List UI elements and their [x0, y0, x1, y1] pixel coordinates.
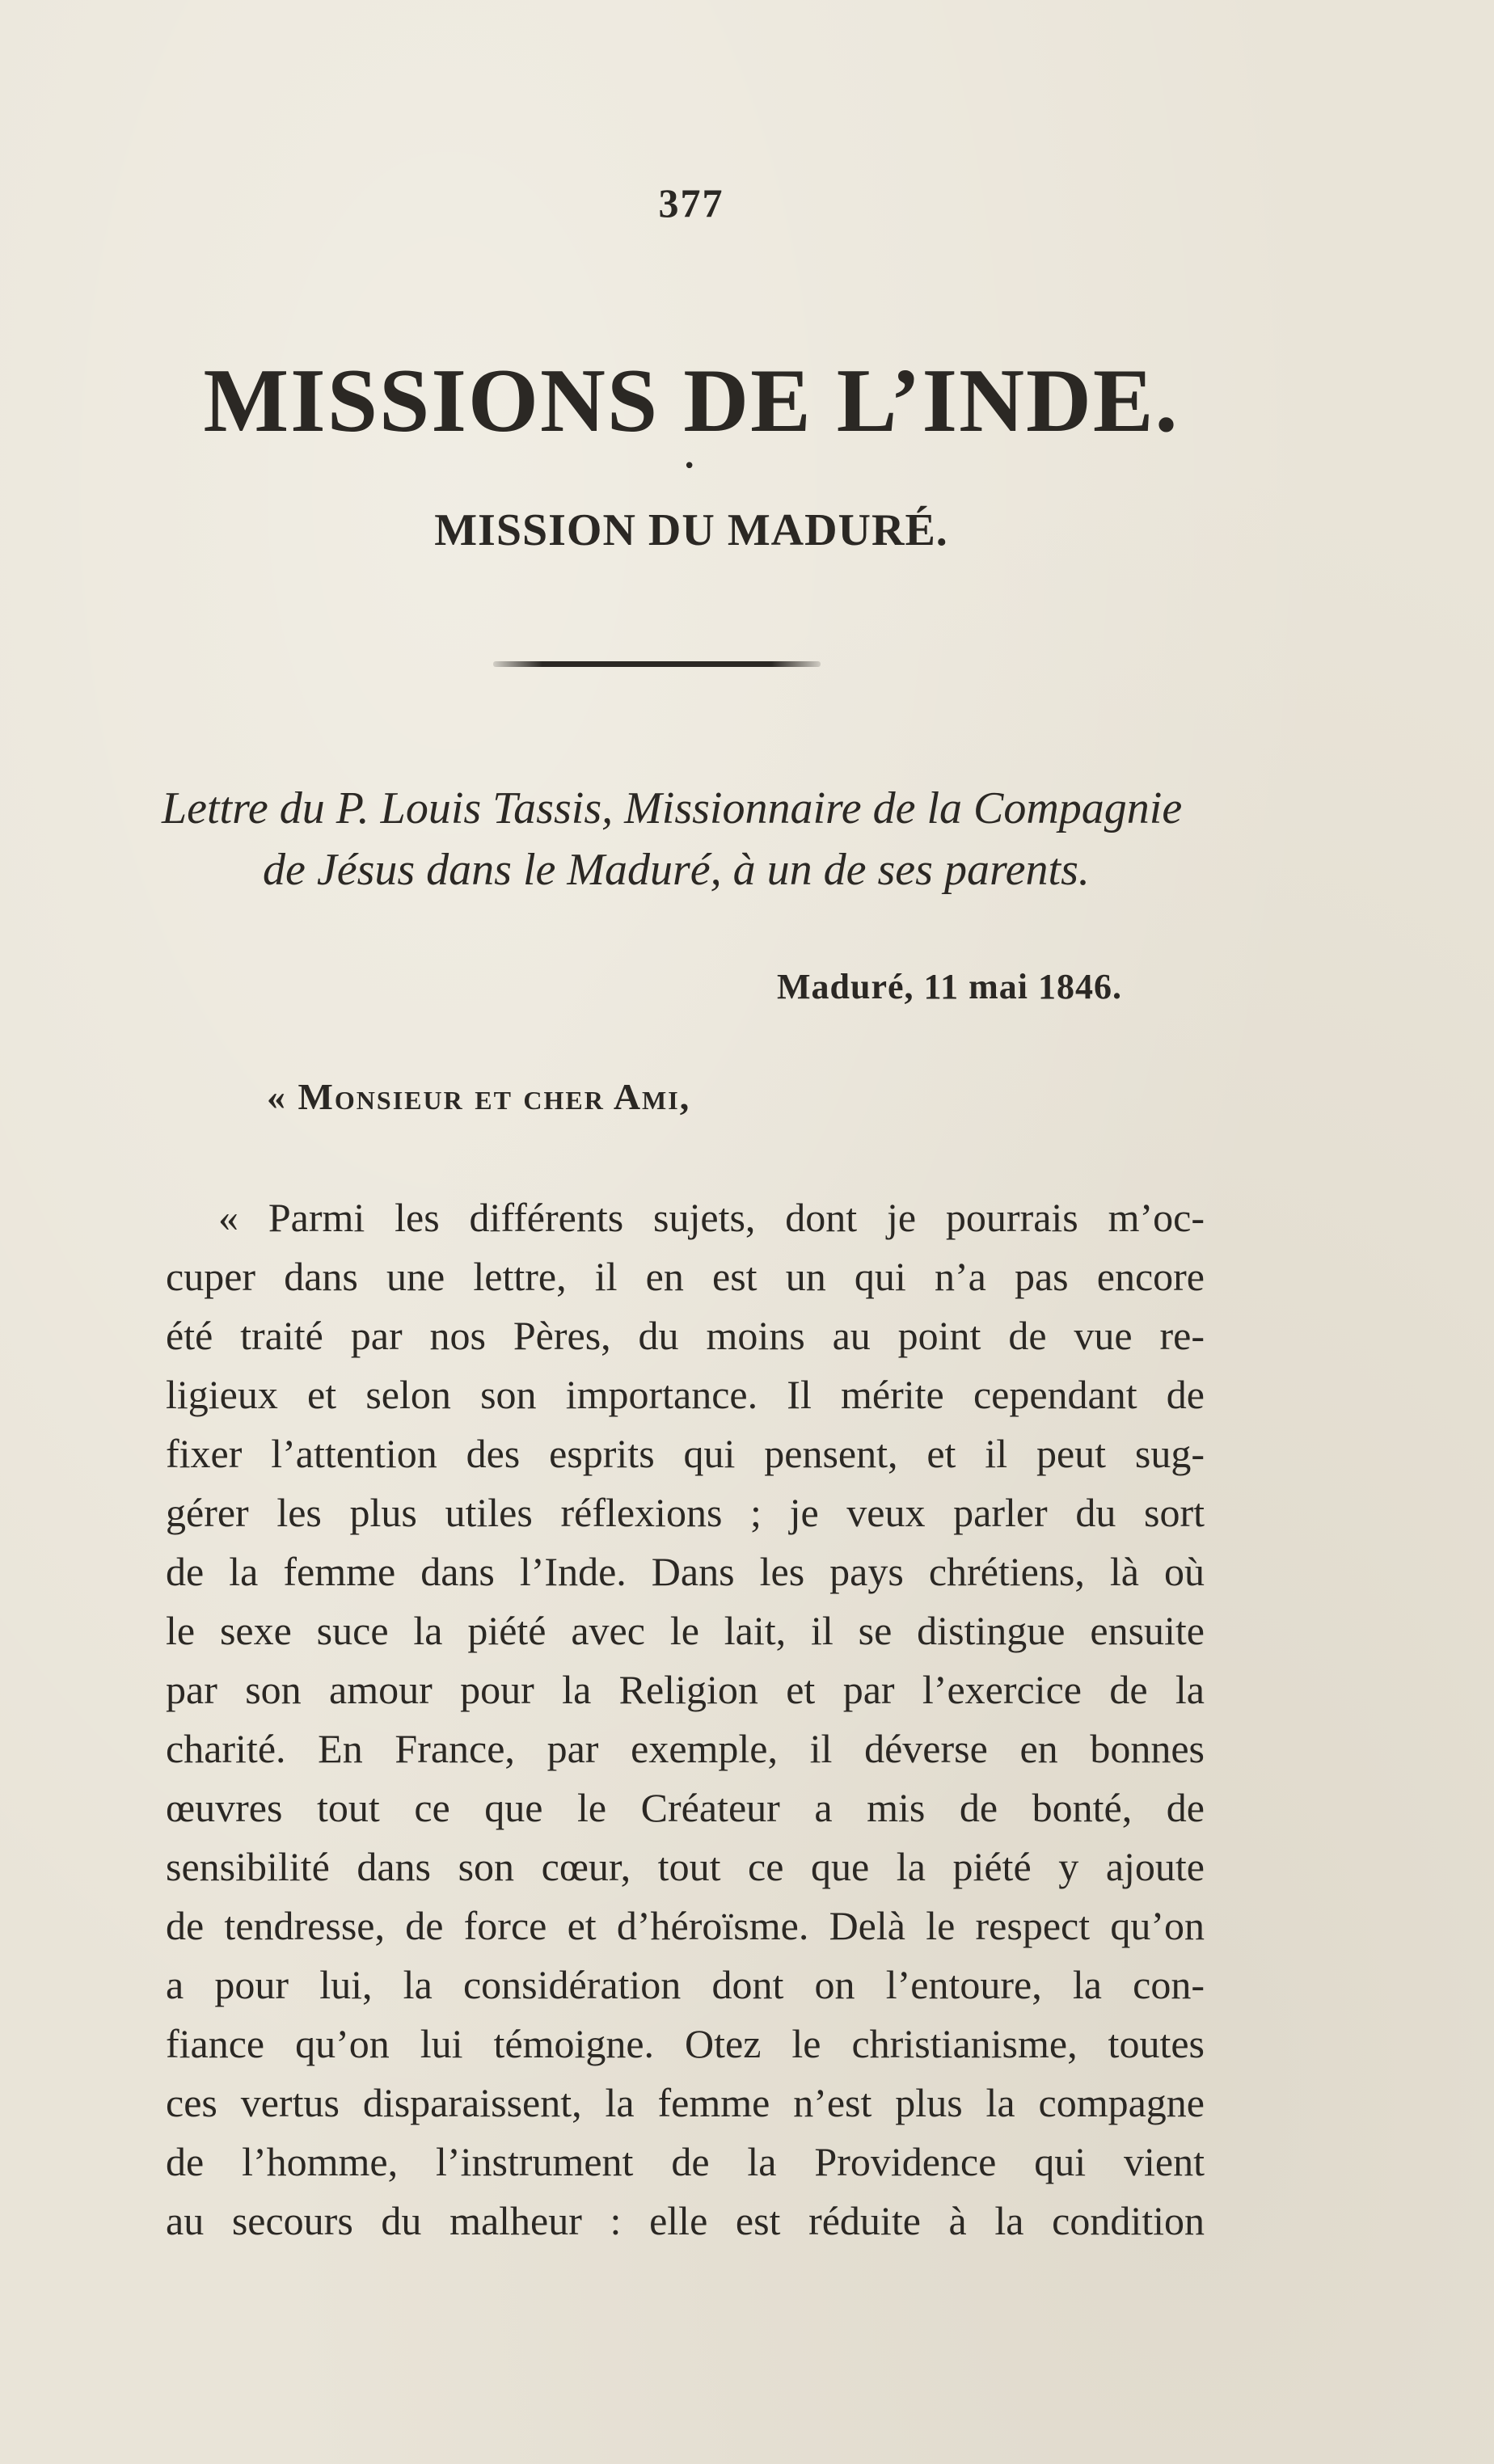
body-line: ces vertus disparaissent, la femme n’est plus la compagne — [166, 2080, 1205, 2125]
body-line: gérer les plus utiles réflexions ; je veux parler du sort — [166, 1490, 1205, 1535]
body-line: sensibilité dans son cœur, tout ce que la piété y ajoute — [166, 1844, 1205, 1889]
letter-heading — [162, 778, 1205, 901]
body-line: de l’homme, l’instrument de la Providence qui vient — [166, 2139, 1205, 2184]
body-line: au secours du malheur : elle est réduite à la condition — [166, 2198, 1205, 2243]
title-bullet: • — [683, 454, 696, 479]
salutation: « Monsieur et cher Ami, — [267, 1076, 691, 1117]
page-title: MISSIONS DE L’INDE. — [203, 351, 1180, 451]
body-line: a pour lui, la considération dont on l’entoure, la con- — [166, 1962, 1205, 2007]
letter-heading-line-2: de Jésus dans le Maduré, à un de ses parents. — [263, 845, 1090, 895]
body-line: de tendresse, de force et d’héroïsme. Delà le respect qu’on — [166, 1903, 1205, 1948]
body-line: été traité par nos Pères, du moins au point de vue re- — [166, 1313, 1205, 1358]
body-line: œuvres tout ce que le Créateur a mis de bonté, de — [166, 1785, 1205, 1830]
decorative-rule — [493, 661, 821, 667]
section-subtitle: MISSION DU MADURÉ. — [434, 505, 948, 555]
body-line: par son amour pour la Religion et par l’exercice de la — [166, 1667, 1205, 1712]
body-line: ligieux et selon son importance. Il mérite cependant de — [166, 1372, 1205, 1417]
body-line: fixer l’attention des esprits qui pensent, et il peut sug- — [166, 1431, 1205, 1476]
body-line: de la femme dans l’Inde. Dans les pays chrétiens, là où — [166, 1549, 1205, 1594]
page-number: 377 — [658, 180, 724, 226]
dateline: Maduré, 11 mai 1846. — [777, 967, 1122, 1006]
body-line: le sexe suce la piété avec le lait, il se distingue ensuite — [166, 1608, 1205, 1653]
body-line: fiance qu’on lui témoigne. Otez le christianisme, toutes — [166, 2021, 1205, 2066]
body-paragraph — [166, 1188, 1205, 2251]
body-line: cuper dans une lettre, il en est un qui n’a pas encore — [166, 1254, 1205, 1299]
body-line: « Parmi les différents sujets, dont je pourrais m’oc- — [218, 1195, 1205, 1240]
letter-heading-line-1: Lettre du P. Louis Tassis, Missionnaire de la Compagnie — [162, 783, 1183, 833]
body-line: charité. En France, par exemple, il déverse en bonnes — [166, 1726, 1205, 1771]
